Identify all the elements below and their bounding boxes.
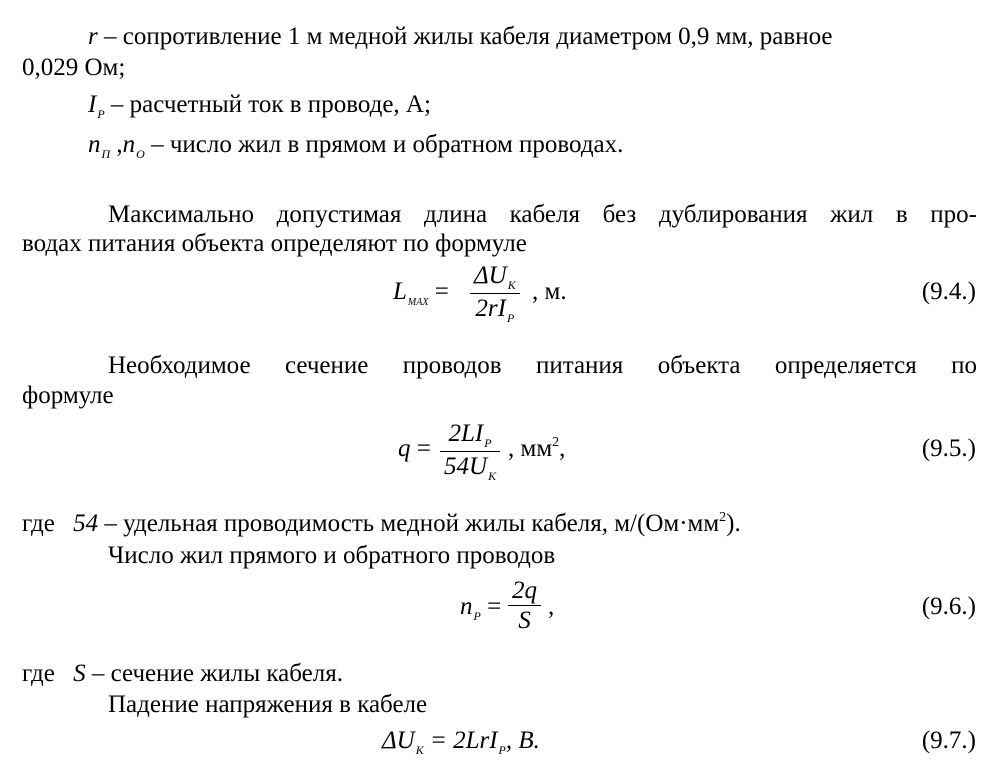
eq96-lhs: n bbox=[460, 593, 473, 620]
eq95-tail-text: , мм bbox=[508, 435, 553, 462]
symbol-separator: , bbox=[110, 131, 123, 158]
eq95-num: 2LI bbox=[448, 420, 484, 447]
eq97-expression bbox=[382, 726, 540, 759]
eq95-lhs: q bbox=[398, 435, 411, 462]
where-54-text: – удельная проводимость медной жилы кабеля, м/(Ом·мм bbox=[98, 510, 720, 537]
eq97-lhs-sub: К bbox=[415, 743, 424, 757]
def-r-continuation: 0,029 Ом; bbox=[22, 54, 126, 81]
where-54-sup: 2 bbox=[719, 510, 727, 525]
symbol-n2: n bbox=[122, 131, 136, 158]
eq94-tail: , м. bbox=[532, 278, 567, 305]
eq96-equals: = bbox=[487, 593, 502, 620]
p4: Падение напряжения в кабеле bbox=[108, 691, 428, 718]
eq94-fraction bbox=[470, 262, 520, 327]
symbol-i: I bbox=[88, 91, 97, 118]
eq95-den-sub: К bbox=[488, 469, 497, 483]
where-s-prefix: где bbox=[22, 660, 62, 687]
where-s bbox=[22, 659, 343, 689]
eq94-equals: = bbox=[434, 278, 449, 305]
eq95-fraction bbox=[440, 420, 500, 485]
eq95-tail-sup: 2 bbox=[552, 435, 560, 450]
eq97-lhs: ΔU bbox=[382, 727, 415, 754]
eq95-equals: = bbox=[416, 435, 431, 462]
eq96-num: 2q bbox=[508, 577, 541, 606]
symbol-n1-subscript: П bbox=[101, 147, 111, 161]
def-r bbox=[88, 22, 832, 52]
eq94-num-sub: К bbox=[507, 278, 516, 292]
eq94-den: 2rI bbox=[475, 295, 506, 322]
symbol-n2-subscript: О bbox=[136, 147, 145, 161]
eq97-rhs-sub: Р bbox=[498, 743, 506, 757]
eq95-number: (9.5.) bbox=[921, 435, 976, 462]
where-54-end: ). bbox=[726, 510, 741, 537]
def-ip-text: – расчетный ток в проводе, А; bbox=[104, 91, 431, 118]
def-n-text: – число жил в прямом и обратном проводах. bbox=[144, 131, 624, 158]
def-r-text: – сопротивление 1 м медной жилы кабеля диаметром 0,9 мм, равное bbox=[97, 23, 833, 50]
eq94-num: ΔU bbox=[474, 262, 507, 289]
eq97-tail: , B. bbox=[505, 727, 540, 754]
symbol-n1: n bbox=[88, 131, 101, 158]
p3: Число жил прямого и обратного проводов bbox=[108, 542, 556, 569]
eq94-den-sub: Р bbox=[506, 311, 515, 325]
eq94-lhs-sub: MAX bbox=[407, 297, 429, 308]
eq95-tail bbox=[508, 434, 565, 468]
eq97-number: (9.7.) bbox=[921, 727, 976, 754]
eq94-number: (9.4.) bbox=[921, 278, 976, 305]
where-54-prefix: где bbox=[22, 510, 62, 537]
p1-line2: водах питания объекта определяют по формуле bbox=[22, 230, 527, 257]
def-n bbox=[88, 130, 623, 163]
eq95-den: 54U bbox=[444, 453, 488, 480]
eq94-lhs: L bbox=[393, 278, 407, 305]
eq96-number: (9.6.) bbox=[921, 593, 976, 620]
eq96-tail: , bbox=[548, 593, 555, 620]
symbol-54: 54 bbox=[73, 510, 99, 537]
symbol-r: r bbox=[88, 23, 98, 50]
def-ip bbox=[88, 90, 431, 123]
where-54 bbox=[22, 509, 741, 543]
symbol-s: S bbox=[73, 660, 86, 687]
where-s-text: – сечение жилы кабеля. bbox=[85, 660, 343, 687]
p1-line1: Максимально допустимая длина кабеля без дублирования жил в про- bbox=[108, 201, 977, 228]
eq96-lhs-sub: Р bbox=[473, 609, 481, 623]
symbol-i-subscript: Р bbox=[97, 107, 105, 121]
eq96-fraction bbox=[508, 577, 541, 636]
p2-line2: формуле bbox=[22, 382, 114, 409]
eq96-den: S bbox=[518, 607, 531, 634]
eq95-num-sub: Р bbox=[484, 436, 492, 450]
p2-line1: Необходимое сечение проводов питания объекта определяется по bbox=[108, 352, 977, 379]
eq95-tail-end: , bbox=[559, 435, 566, 462]
eq97-rhs: = 2LrI bbox=[423, 727, 498, 754]
